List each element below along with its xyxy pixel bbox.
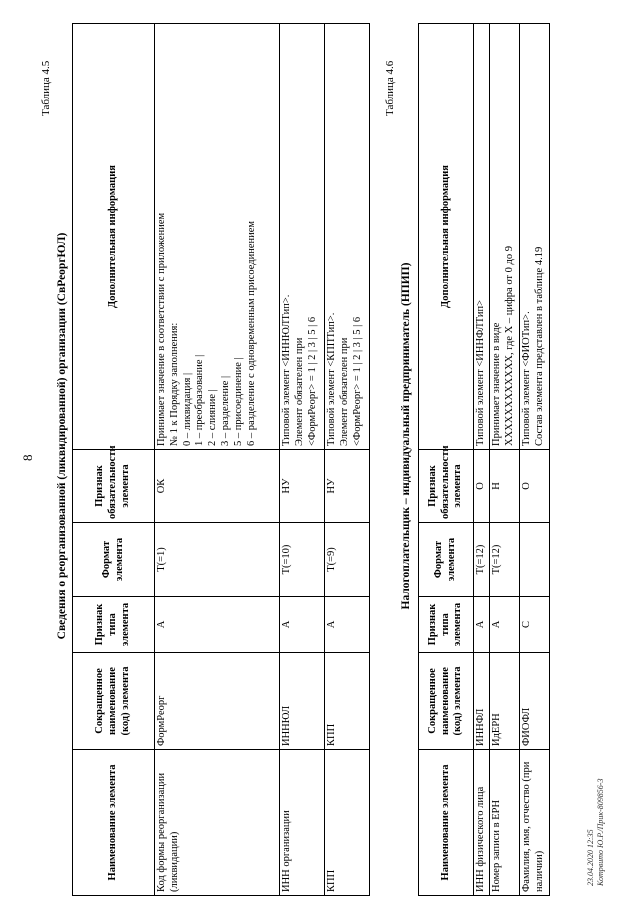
cell-type: А <box>325 597 370 653</box>
info-line: Типовой элемент <ФИОТип>. <box>521 311 532 446</box>
table-row <box>520 24 550 896</box>
cell-name: КПП <box>325 750 370 896</box>
cell-name: Номер записи в ЕРН <box>490 750 520 896</box>
table-4-5-label: Таблица 4.5 <box>40 60 52 116</box>
cell-code: ФИОФЛ <box>520 653 550 750</box>
table-4-6-label: Таблица 4.6 <box>384 60 396 116</box>
info-line: Состав элемента представлен в таблице 4.19 <box>533 246 545 446</box>
cell-type: С <box>520 597 550 653</box>
cell-format: T(=9) <box>325 523 370 597</box>
info-line: Типовой элемент <ИННФЛТип> <box>475 300 486 446</box>
cell-info <box>520 24 550 450</box>
header-name: Наименование элемента <box>73 750 155 896</box>
print-stamp <box>586 779 605 886</box>
cell-required: ОК <box>155 450 280 523</box>
info-line: Типовой элемент <КППТип>. <box>326 312 337 446</box>
info-line: XXXXXXXXXXXX, где X – цифра от 0 до 9 <box>503 246 515 446</box>
header-required: Признак обязательности элемента <box>73 450 155 523</box>
table-row <box>474 24 490 896</box>
cell-name: Код формы реорганизации (ликвидации) <box>155 750 280 896</box>
info-line: Элемент обязателен при <box>293 337 305 446</box>
cell-info <box>280 24 325 450</box>
cell-code: КПП <box>325 653 370 750</box>
cell-format: T(=12) <box>490 523 520 597</box>
header-name: Наименование элемента <box>419 750 474 896</box>
info-line: № 1 к Порядку заполнения: <box>168 322 180 446</box>
cell-required: НУ <box>280 450 325 523</box>
cell-format: T(=1) <box>155 523 280 597</box>
header-code: Сокращенное наименование (код) элемента <box>419 653 474 750</box>
table-row <box>155 24 280 896</box>
header-info: Дополнительная информация <box>73 24 155 450</box>
cell-type: А <box>474 597 490 653</box>
cell-type: А <box>490 597 520 653</box>
cell-info <box>325 24 370 450</box>
cell-required: О <box>520 450 550 523</box>
cell-type: А <box>280 597 325 653</box>
page-number: 8 <box>20 454 35 461</box>
cell-format: T(=12) <box>474 523 490 597</box>
header-type: Признак типа элемента <box>73 597 155 653</box>
stamp-ref: Котрвито Ю.Р./Прик-809856-3 <box>595 778 605 886</box>
info-line: Элемент обязателен при <box>338 337 350 446</box>
info-line: 0 – ликвидация | <box>181 372 193 446</box>
info-line: Принимает значение в соответствии с приложением <box>156 212 167 446</box>
header-info: Дополнительная информация <box>419 24 474 450</box>
cell-format <box>520 523 550 597</box>
cell-info <box>155 24 280 450</box>
header-type: Признак типа элемента <box>419 597 474 653</box>
info-line: 1 – преобразование | <box>194 354 206 446</box>
cell-format: T(=10) <box>280 523 325 597</box>
info-line: 6 – разделение с одновременным присоединением <box>245 220 257 446</box>
cell-required: НУ <box>325 450 370 523</box>
cell-info <box>474 24 490 450</box>
info-line: Типовой элемент <ИННЮЛТип>. <box>281 294 292 446</box>
header-format: Формат элемента <box>73 523 155 597</box>
header-code: Сокращенное наименование (код) элемента <box>73 653 155 750</box>
info-line: 5 – присоединение | <box>232 357 244 446</box>
cell-name: Фамилия, имя, отчество (при наличии) <box>520 750 550 896</box>
table-4-6 <box>418 23 550 896</box>
table-4-6-title: Налогоплательщик – индивидуальный предприниматель (НПИП) <box>400 262 412 610</box>
header-required: Признак обязательности элемента <box>419 450 474 523</box>
table-4-5-header-row <box>73 24 155 896</box>
table-row <box>280 24 325 896</box>
cell-type: А <box>155 597 280 653</box>
table-4-5 <box>72 23 370 896</box>
cell-code: ИННЮЛ <box>280 653 325 750</box>
cell-code: ИдЕРН <box>490 653 520 750</box>
info-line: <ФормРеорг> = 1 | 2 | 3 | 5 | 6 <box>306 316 318 446</box>
cell-required: О <box>474 450 490 523</box>
cell-name: ИНН физического лица <box>474 750 490 896</box>
info-line: <ФормРеорг> = 1 | 2 | 3 | 5 | 6 <box>351 316 363 446</box>
info-line: 3 – разделение | <box>219 375 231 446</box>
info-line: Принимает значение в виде <box>491 322 502 446</box>
cell-required: Н <box>490 450 520 523</box>
cell-code: ФормРеорг <box>155 653 280 750</box>
stamp-date: 23.04.2020 12:35 <box>586 829 595 886</box>
table-4-5-title: Сведения о реорганизованной (ликвидированной) организации (СвРеоргЮЛ) <box>56 232 68 640</box>
cell-info <box>490 24 520 450</box>
table-row <box>490 24 520 896</box>
cell-code: ИННФЛ <box>474 653 490 750</box>
table-4-6-header-row <box>419 24 474 896</box>
header-format: Формат элемента <box>419 523 474 597</box>
info-line: 2 – слияние | <box>207 389 219 446</box>
cell-name: ИНН организации <box>280 750 325 896</box>
table-row <box>325 24 370 896</box>
